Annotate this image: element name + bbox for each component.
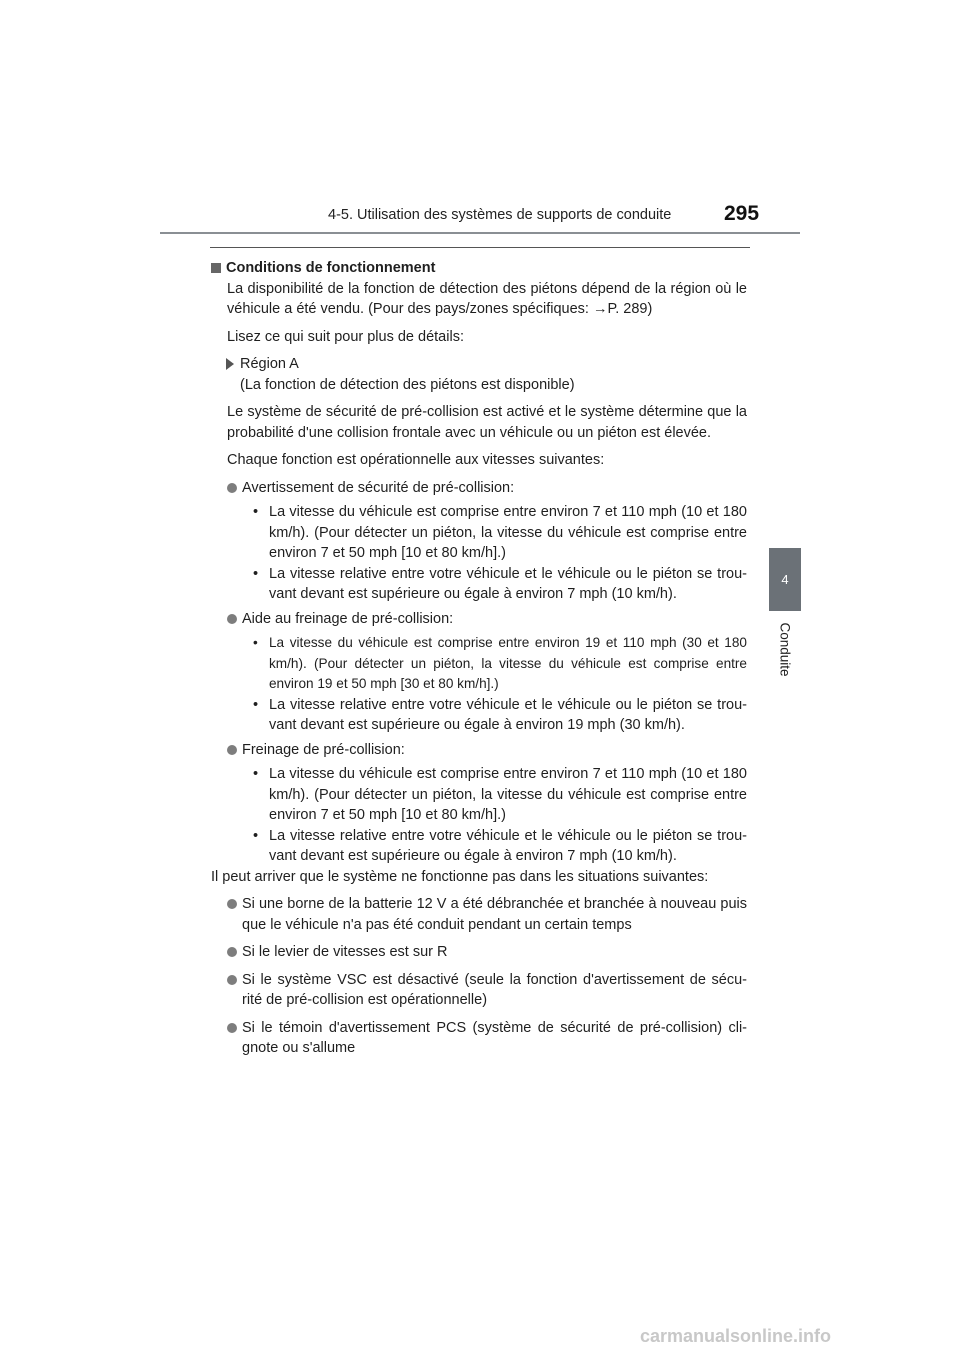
section-title: 4-5. Utilisation des systèmes de supports de conduite (328, 207, 672, 223)
dot-bullet-icon: • (253, 565, 259, 582)
condition-item: • La vitesse du véhicule est comprise entre environ 7 et 110 mph (10 et 180 km/h). (Pour détecter un piéton, la vitesse du véhicule est comprise entre environ 7 et 50 mph [10 et 80 km/h].) (253, 502, 747, 564)
region-note: (La fonction de détection des piétons est disponible) (240, 376, 575, 393)
dot-bullet-icon: • (253, 766, 259, 782)
function-item (227, 478, 747, 499)
situation-item: Si une borne de la batterie 12 V a été débranchée et branchée à nouveau puis que le véhicule n'a pas été conduit pendant un certain temps (227, 894, 747, 935)
round-bullet-icon (227, 1023, 237, 1033)
condition-list (227, 633, 747, 736)
region-title: Région A (240, 356, 299, 372)
activation-paragraph: Le système de sécurité de pré-collision est activé et le système détermine que la probabilité d'une collision frontale avec un véhicule ou un piéton est élevée. (227, 404, 747, 441)
chapter-label-text: Conduite (777, 621, 793, 677)
condition-item: • La vitesse du véhicule est comprise entre environ 7 et 110 mph (10 et 180 km/h). (Pour détecter un piéton, la vitesse du véhicule est comprise entre environ 7 et 50 mph [10 et 80 km/h].) (253, 764, 747, 826)
page-number: 295 (724, 202, 760, 225)
situation-list (211, 894, 747, 1059)
not-working-intro: Il peut arriver que le système ne fonctionne pas dans les situations suivantes: (211, 868, 709, 885)
triangle-bullet-icon (226, 358, 234, 370)
function-list (211, 478, 747, 867)
dot-bullet-icon: • (253, 635, 258, 650)
header-divider (160, 232, 800, 234)
function-title: Freinage de pré-collision: (242, 741, 405, 758)
read-more-paragraph: Lisez ce qui suit pour plus de détails: (227, 328, 464, 345)
situation-item: Si le témoin d'avertissement PCS (système de sécurité de pré-collision) cli-gnote ou s'allume (227, 1018, 747, 1059)
dot-bullet-icon: • (253, 827, 259, 844)
function-title: Avertissement de sécurité de pré-collision: (242, 479, 515, 496)
dot-bullet-icon: • (253, 504, 259, 520)
function-title: Aide au freinage de pré-collision: (242, 610, 454, 627)
function-item (227, 740, 747, 761)
round-bullet-icon (227, 483, 237, 493)
speeds-intro: Chaque fonction est opérationnelle aux vitesses suivantes: (227, 452, 605, 468)
situation-item: Si le système VSC est désactivé (seule la fonction d'avertissement de sécu-rité de pré-collision est opérationnelle) (227, 970, 747, 1011)
condition-list (227, 764, 747, 867)
round-bullet-icon (227, 745, 237, 755)
section-heading-text: Conditions de fonctionnement (226, 260, 436, 276)
function-item (227, 609, 747, 630)
condition-item: • La vitesse relative entre votre véhicule et le véhicule ou le piéton se trou-vant devant est supérieure ou égale à environ 7 mph (10 km/h). (253, 564, 747, 605)
section-divider (210, 247, 750, 248)
condition-item: • La vitesse relative entre votre véhicule et le véhicule ou le piéton se trou-vant devant est supérieure ou égale à environ 19 mph (30 km/h). (253, 695, 747, 736)
round-bullet-icon (227, 975, 237, 985)
chapter-number: 4 (781, 572, 789, 587)
condition-list (227, 502, 747, 605)
condition-item: • La vitesse du véhicule est comprise entre environ 19 et 110 mph (30 et 180 km/h). (Pour détecter un piéton, la vitesse du véhicule est comprise entre environ 19 et 50 mph [30 et 80 km/h].) (253, 633, 747, 695)
section-heading (211, 258, 747, 279)
chapter-tab (769, 548, 801, 611)
square-bullet-icon (211, 263, 221, 273)
region-item (211, 354, 747, 402)
condition-item: • La vitesse relative entre votre véhicule et le véhicule ou le piéton se trou-vant devant est supérieure ou égale à environ 7 mph (10 km/h). (253, 826, 747, 867)
round-bullet-icon (227, 614, 237, 624)
situation-item: Si le levier de vitesses est sur R (227, 942, 747, 963)
chapter-label (770, 620, 800, 678)
round-bullet-icon (227, 899, 237, 909)
page-content (211, 258, 747, 1059)
site-watermark: carmanualsonline.info (640, 1326, 832, 1346)
intro-paragraph: La disponibilité de la fonction de détection des piétons dépend de la région où le véhicule a été vendu. (Pour des pays/zones spécifiques: →P. 289) (227, 280, 747, 317)
round-bullet-icon (227, 947, 237, 957)
dot-bullet-icon: • (253, 696, 259, 713)
